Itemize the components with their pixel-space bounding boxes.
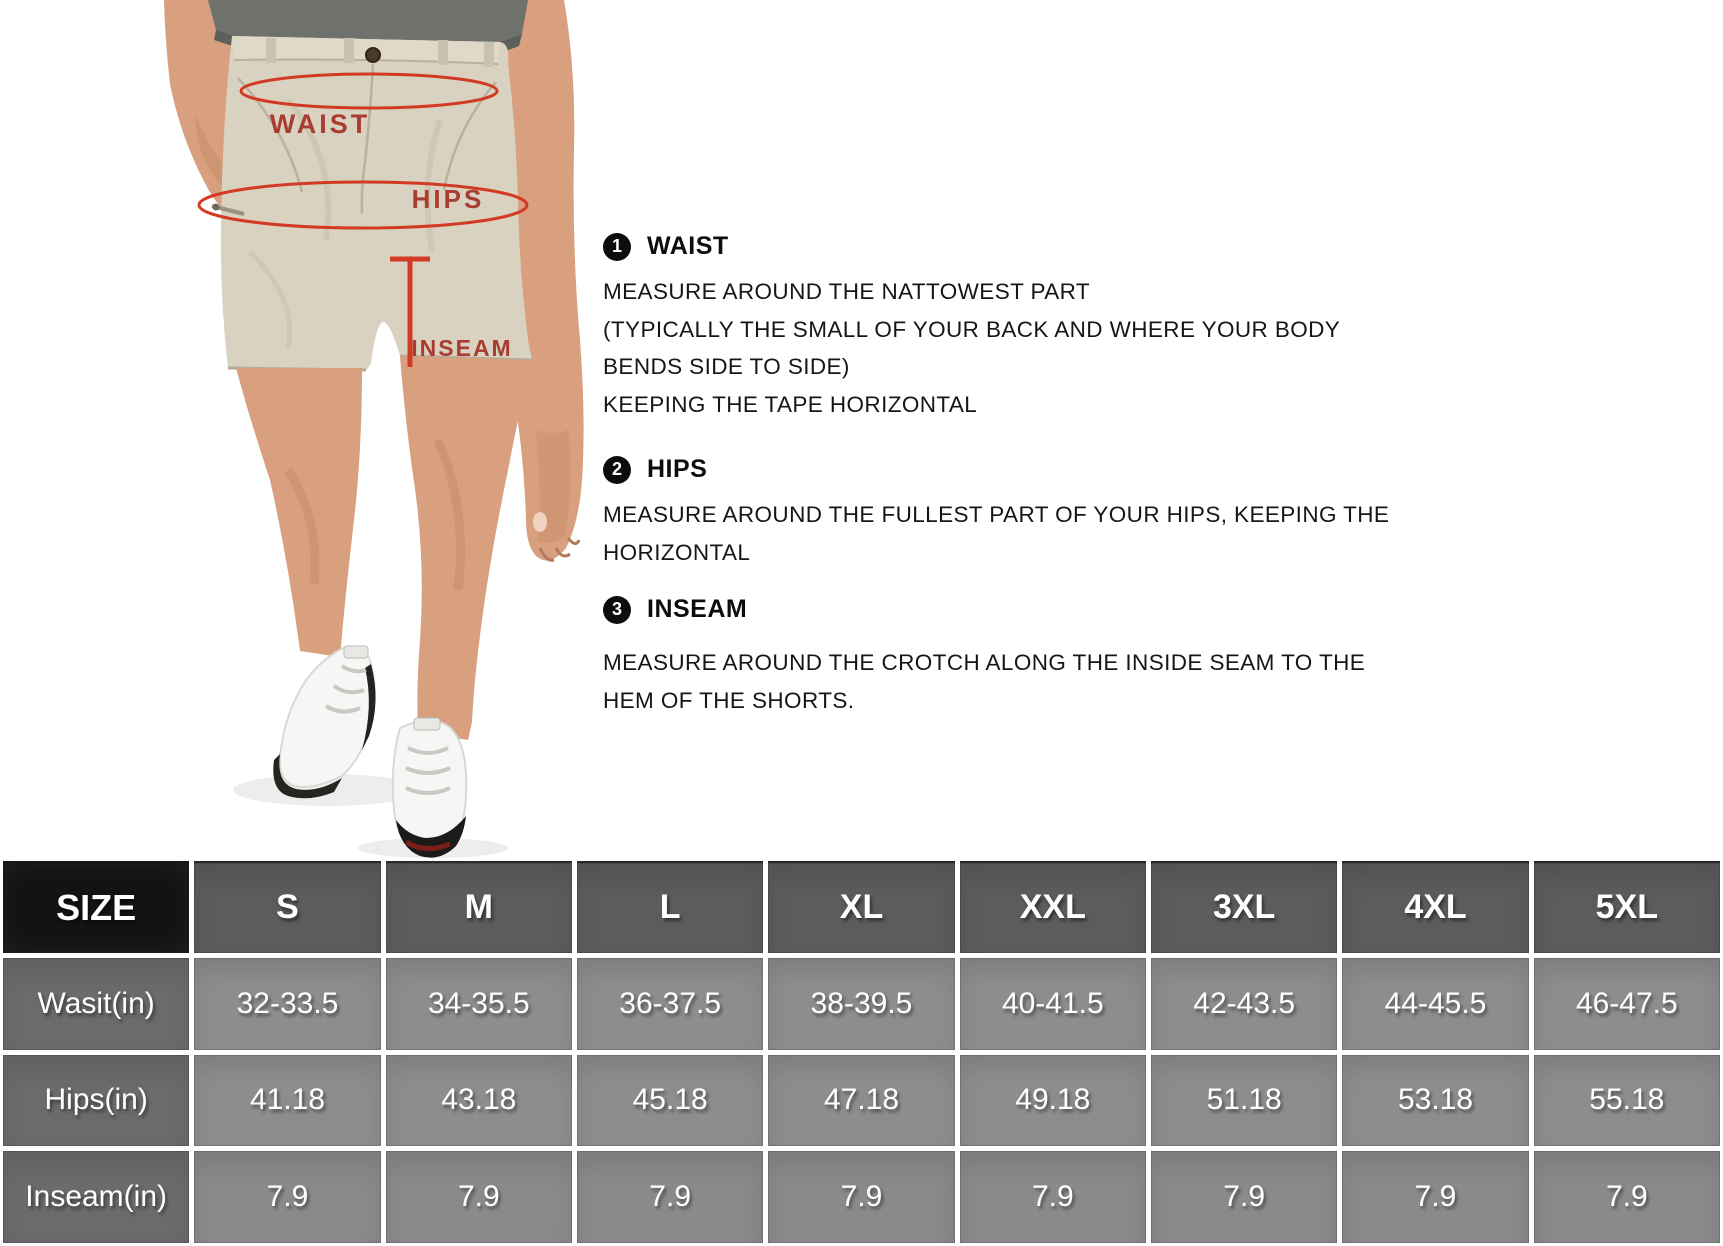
instruction-line: KEEPING THE TAPE HORIZONTAL — [603, 391, 978, 417]
belt-loop — [438, 40, 448, 65]
waist-button — [366, 48, 380, 62]
instruction-section-inseam — [603, 595, 1365, 719]
model-photo — [138, 0, 598, 858]
size-chart-table — [0, 858, 1723, 1246]
hips-value-cell: 47.18 — [768, 1055, 954, 1147]
instruction-line: BENDS SIDE TO SIDE) — [603, 354, 850, 379]
belt-loop — [266, 38, 276, 63]
instruction-title-waist: WAIST — [647, 232, 729, 260]
hips-value-cell: 51.18 — [1151, 1055, 1337, 1147]
measure-instructions — [603, 0, 1463, 760]
size-table-header-cell: XXL — [960, 861, 1146, 953]
inseam-value-cell: 7.9 — [768, 1151, 954, 1243]
instruction-line: HORIZONTAL — [603, 539, 751, 565]
inseam-annotation-label: INSEAM — [411, 335, 513, 361]
instruction-line: HEM OF THE SHORTS. — [603, 687, 855, 713]
size-table-header-cell: 5XL — [1534, 861, 1720, 953]
belt-loop — [484, 42, 494, 67]
instruction-section-hips — [603, 455, 1389, 571]
inseam-value-cell: 7.9 — [577, 1151, 763, 1243]
waist-value-cell: 38-39.5 — [768, 958, 954, 1050]
waist-value-cell: 40-41.5 — [960, 958, 1146, 1050]
row-label-inseam: Inseam(in) — [3, 1151, 189, 1243]
thumb-nail — [533, 512, 547, 532]
hips-value-cell: 53.18 — [1342, 1055, 1528, 1147]
legs — [236, 356, 530, 740]
instruction-line: MEASURE AROUND THE CROTCH ALONG THE INSIDE SEAM TO THE — [603, 650, 1366, 675]
step-2-badge: 2 — [603, 456, 631, 484]
row-label-waist: Wasit(in) — [3, 958, 189, 1050]
hips-value-cell: 55.18 — [1534, 1055, 1720, 1147]
waist-annotation-label: WAIST — [269, 109, 371, 139]
belt-loop — [344, 38, 354, 63]
waist-value-cell: 46-47.5 — [1534, 958, 1720, 1050]
inseam-value-cell: 7.9 — [386, 1151, 572, 1243]
instruction-title-hips: HIPS — [647, 455, 708, 483]
waist-value-cell: 34-35.5 — [386, 958, 572, 1050]
instruction-line: (TYPICALLY THE SMALL OF YOUR BACK AND WHERE YOUR BODY — [603, 316, 1341, 342]
instruction-line: MEASURE AROUND THE NATTOWEST PART — [603, 279, 1091, 304]
hips-value-cell: 45.18 — [577, 1055, 763, 1147]
instruction-title-inseam: INSEAM — [647, 595, 748, 623]
inseam-value-cell: 7.9 — [194, 1151, 380, 1243]
size-table-header-cell: L — [577, 861, 763, 953]
size-table-header-cell: 4XL — [1342, 861, 1528, 953]
hips-value-cell: 43.18 — [386, 1055, 572, 1147]
size-table-header-cell: M — [386, 861, 572, 953]
waist-value-cell: 42-43.5 — [1151, 958, 1337, 1050]
size-table-header-size: SIZE — [3, 861, 189, 953]
inseam-value-cell: 7.9 — [1342, 1151, 1528, 1243]
waist-value-cell: 36-37.5 — [577, 958, 763, 1050]
instruction-line: MEASURE AROUND THE FULLEST PART OF YOUR HIPS, KEEPING THE — [603, 502, 1390, 527]
size-table-header-cell: 3XL — [1151, 861, 1337, 953]
waist-value-cell: 44-45.5 — [1342, 958, 1528, 1050]
step-3-badge: 3 — [603, 596, 631, 624]
size-table-header-cell: XL — [768, 861, 954, 953]
hips-value-cell: 41.18 — [194, 1055, 380, 1147]
inseam-value-cell: 7.9 — [1151, 1151, 1337, 1243]
model-figure-illustration — [138, 0, 598, 858]
waist-value-cell: 32-33.5 — [194, 958, 380, 1050]
right-shoe — [393, 718, 466, 858]
inseam-value-cell: 7.9 — [1534, 1151, 1720, 1243]
hips-annotation-label: HIPS — [411, 184, 485, 214]
hips-value-cell: 49.18 — [960, 1055, 1146, 1147]
size-table-header-cell: S — [194, 861, 380, 953]
inseam-value-cell: 7.9 — [960, 1151, 1146, 1243]
instruction-section-waist — [603, 232, 1340, 423]
row-label-hips: Hips(in) — [3, 1055, 189, 1147]
step-1-badge: 1 — [603, 233, 631, 261]
